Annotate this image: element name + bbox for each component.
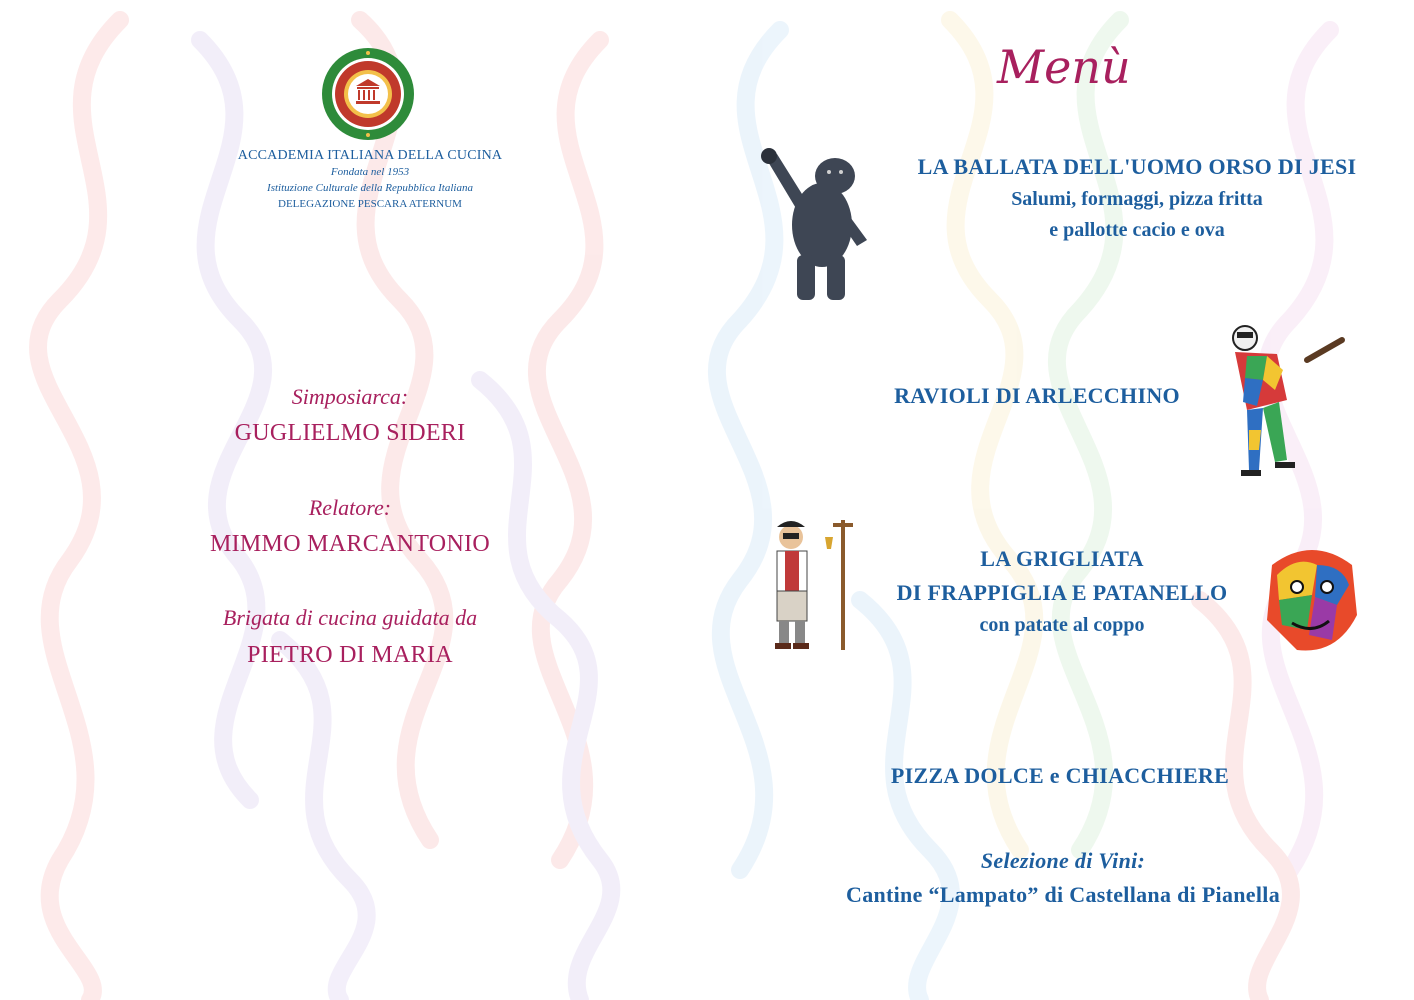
menu-title: Menù bbox=[997, 40, 1131, 94]
wine-producer: Cantine “Lampato” di Castellana di Pianella bbox=[846, 882, 1280, 907]
course-1-title: LA BALLATA DELL'UOMO ORSO DI JESI bbox=[917, 154, 1357, 179]
role-label-relatore: Relatore: bbox=[308, 495, 392, 520]
role-label-brigata: Brigata di cucina guidata da bbox=[222, 605, 478, 630]
role-label-simposiarca: Simposiarca: bbox=[291, 384, 409, 409]
course-2-title: RAVIOLI DI ARLECCHINO bbox=[894, 383, 1180, 408]
frappiglia-illustration bbox=[755, 515, 870, 655]
academy-delegation: DELEGAZIONE PESCARA ATERNUM bbox=[278, 198, 462, 210]
academy-seal-logo bbox=[320, 46, 416, 142]
course-1-line3: e pallotte cacio e ova bbox=[1049, 219, 1225, 241]
academy-institution: Istituzione Culturale della Repubblica Italiana bbox=[267, 182, 473, 194]
course-4 bbox=[837, 763, 1283, 789]
person-simposiarca: GUGLIELMO SIDERI bbox=[234, 420, 466, 446]
person-relatore: MIMMO MARCANTONIO bbox=[209, 531, 490, 557]
course-2 bbox=[837, 383, 1237, 409]
course-3-line2: DI FRAPPIGLIA E PATANELLO bbox=[896, 580, 1228, 605]
wine-label: Selezione di Vini: bbox=[980, 848, 1146, 873]
course-1-line2: Salumi, formaggi, pizza fritta bbox=[1011, 188, 1263, 210]
patanello-mask-illustration bbox=[1257, 545, 1367, 655]
course-3-title: LA GRIGLIATA bbox=[980, 546, 1144, 571]
academy-founded: Fondata nel 1953 bbox=[330, 166, 410, 178]
course-3-line3: con patate al coppo bbox=[979, 614, 1145, 636]
right-panel bbox=[707, 0, 1414, 1000]
course-4-title: PIZZA DOLCE e CHIACCHIERE bbox=[890, 763, 1230, 788]
course-3 bbox=[857, 546, 1267, 637]
person-chef: PIETRO DI MARIA bbox=[247, 642, 453, 668]
course-1 bbox=[857, 154, 1414, 242]
academy-name: ACCADEMIA ITALIANA DELLA CUCINA bbox=[237, 148, 503, 163]
wine-section bbox=[787, 848, 1339, 908]
